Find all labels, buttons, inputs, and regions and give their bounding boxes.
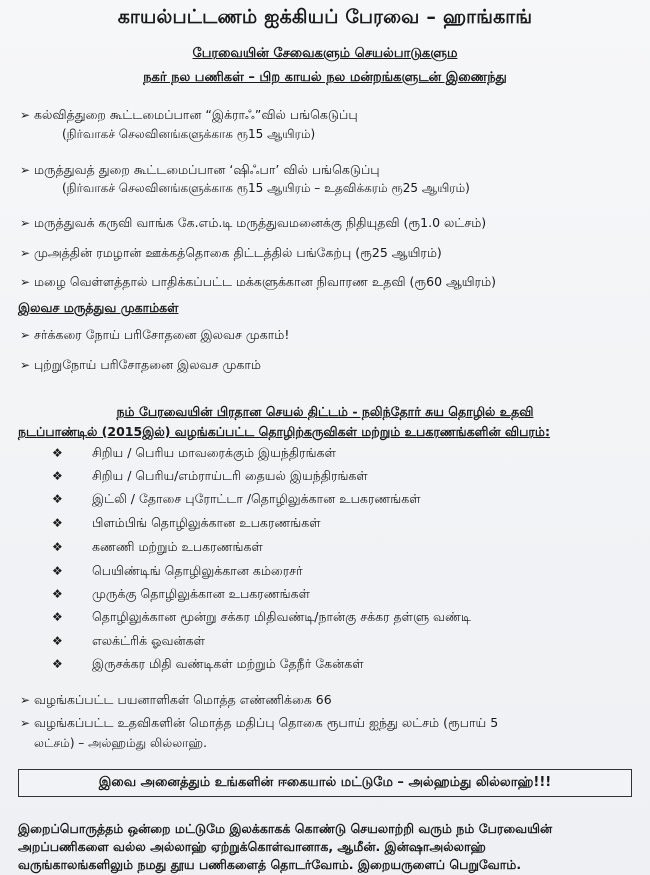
list-item [20, 243, 640, 263]
list-item [20, 105, 640, 125]
highlight-box: இவை அனைத்தும் உங்களின் ஈகையால் மட்டுமே – அல்ஹம்து லில்லாஹ்!!! [18, 769, 632, 797]
item-text: கல்வித்துறை கூட்டமைப்பான “இக்ராஃ”வில் பங்கெடுப்பு [34, 107, 358, 122]
diamond-bullet-icon: ❖ [52, 492, 63, 506]
community-welfare-heading: நகர் நல பணிகள் – பிற காயல் நல மன்றங்களுடன் இணைந்து [143, 70, 507, 85]
item-text: கணணி மற்றும் உபகரணங்கள் [92, 539, 263, 554]
item-text: வழங்கப்பட்ட பயனாளிகள் மொத்த எண்ணிக்கை 66 [34, 692, 332, 707]
arrow-bullet-icon: ➢ [20, 328, 31, 342]
list-item [20, 325, 640, 345]
list-item [20, 272, 640, 292]
closing-line: அறப்பணிகளை வல்ல அல்லாஹ் ஏற்றுக்கொள்வானாக, ஆமீன். இன்ஷாஅல்லாஹ் [18, 839, 486, 854]
document-title: காயல்பட்டணம் ஐக்கியப் பேரவை – ஹாங்காங் [117, 6, 533, 28]
diamond-bullet-icon: ❖ [52, 657, 63, 671]
item-text: எலக்ட்ரிக் ஓவன்கள் [92, 633, 205, 648]
item-text: முஅத்தின் ரமழான் ஊக்கத்தொகை திட்டத்தில் பங்கேற்பு (ரூ25 ஆயிரம்) [34, 245, 442, 260]
arrow-bullet-icon: ➢ [20, 693, 31, 707]
list-item [52, 445, 612, 462]
scheme-heading: நம் பேரவையின் பிரதான செயல் திட்டம் - நலிந்தோர் சுய தொழில் உதவி [116, 404, 534, 419]
item-text: முருக்கு தொழிலுக்கான உபகரணங்கள் [92, 586, 310, 601]
list-item [52, 609, 612, 626]
item-text: இட்லி / தோசை புரோட்டா /தொழிலுக்கான உபகரணங்கள் [92, 491, 421, 506]
list-item [20, 355, 640, 375]
arrow-bullet-icon: ➢ [20, 358, 31, 372]
item-text: மருத்துவக் கருவி வாங்க கே.எம்.டி மருத்துவமனைக்கு நிதியுதவி (ரூ1.0 லட்சம்) [34, 215, 487, 230]
item-text: பெயிண்டிங் தொழிலுக்கான கம்ரைசர் [92, 563, 303, 578]
diamond-bullet-icon: ❖ [52, 634, 63, 648]
services-heading: பேரவையின் சேவைகளும் செயல்பாடுகளும [192, 46, 458, 61]
closing-line: வருங்காலங்களிலும் நமது தூய பணிகளைத் தொடர்வோம். இறையருளைப் பெறுவோம். [18, 857, 522, 872]
arrow-bullet-icon: ➢ [20, 716, 31, 730]
item-text: வழங்கப்பட்ட உதவிகளின் மொத்த மதிப்பு தொகை ரூபாய் ஐந்து லட்சம் (ரூபாய் 5 [34, 715, 499, 730]
list-item [52, 515, 612, 532]
scheme-subheading: நடப்பாண்டில் (2015இல்) வழங்கப்பட்ட தொழிற்கருவிகள் மற்றும் உபகரணங்களின் விபரம்: [18, 424, 550, 439]
item-text: மருத்துவத் துறை கூட்டமைப்பான ‘ஷிஃபா’ வில் பங்கெடுப்பு [34, 162, 380, 177]
medical-camps-heading: இலவச மருத்துவ முகாம்கள் [18, 300, 179, 315]
list-item [20, 690, 640, 710]
item-text: புற்றுநோய் பரிசோதனை இலவச முகாம் [34, 357, 261, 372]
item-text: சர்க்கரை நோய் பரிசோதனை இலவச முகாம்! [34, 327, 290, 342]
list-item [52, 491, 612, 508]
list-item [52, 633, 612, 650]
diamond-bullet-icon: ❖ [52, 469, 63, 483]
closing-line: இறைப்பொருத்தம் ஒன்றை மட்டுமே இலக்காகக் கொண்டு செயலாற்றி வரும் நம் பேரவையின் [18, 821, 553, 836]
arrow-bullet-icon: ➢ [20, 163, 31, 177]
item-text: சிறிய / பெரிய மாவரைக்கும் இயந்திரங்கள் [92, 445, 336, 460]
item-text: தொழிலுக்கான மூன்று சக்கர மிதிவண்டி/நான்கு சக்கர தள்ளு வண்டி [92, 609, 471, 624]
item-continuation: லட்சம்) – அல்ஹம்து லில்லாஹ். [34, 736, 207, 750]
item-text: இருசக்கர மிதி வண்டிகள் மற்றும் தேநீர் கேன்கள் [92, 656, 364, 671]
diamond-bullet-icon: ❖ [52, 564, 63, 578]
item-detail: (நிர்வாகச் செலவினங்களுக்காக ரூ15 ஆயிரம் – உதவிக்கரம் ரூ25 ஆயிரம்) [62, 181, 470, 195]
list-item [52, 468, 612, 485]
arrow-bullet-icon: ➢ [20, 216, 31, 230]
diamond-bullet-icon: ❖ [52, 587, 63, 601]
item-text: மழை வெள்ளத்தால் பாதிக்கப்பட்ட மக்களுக்கான நிவாரண உதவி (ரூ60 ஆயிரம்) [34, 274, 497, 289]
item-text: சிறிய / பெரிய/எம்ராய்டரி தையல் இயந்திரங்கள் [92, 468, 368, 483]
arrow-bullet-icon: ➢ [20, 108, 31, 122]
diamond-bullet-icon: ❖ [52, 446, 63, 460]
list-item [52, 539, 612, 556]
list-item [52, 586, 612, 603]
diamond-bullet-icon: ❖ [52, 516, 63, 530]
arrow-bullet-icon: ➢ [20, 246, 31, 260]
closing-paragraph [18, 820, 632, 874]
list-item [20, 713, 640, 733]
list-item [52, 656, 612, 673]
list-item [20, 160, 640, 180]
arrow-bullet-icon: ➢ [20, 275, 31, 289]
list-item [20, 213, 640, 233]
list-item [52, 563, 612, 580]
diamond-bullet-icon: ❖ [52, 610, 63, 624]
diamond-bullet-icon: ❖ [52, 540, 63, 554]
item-detail: (நிர்வாகச் செலவினங்களுக்காக ரூ15 ஆயிரம்) [62, 127, 316, 141]
item-text: பிளம்பிங் தொழிலுக்கான உபகரணங்கள் [92, 515, 321, 530]
